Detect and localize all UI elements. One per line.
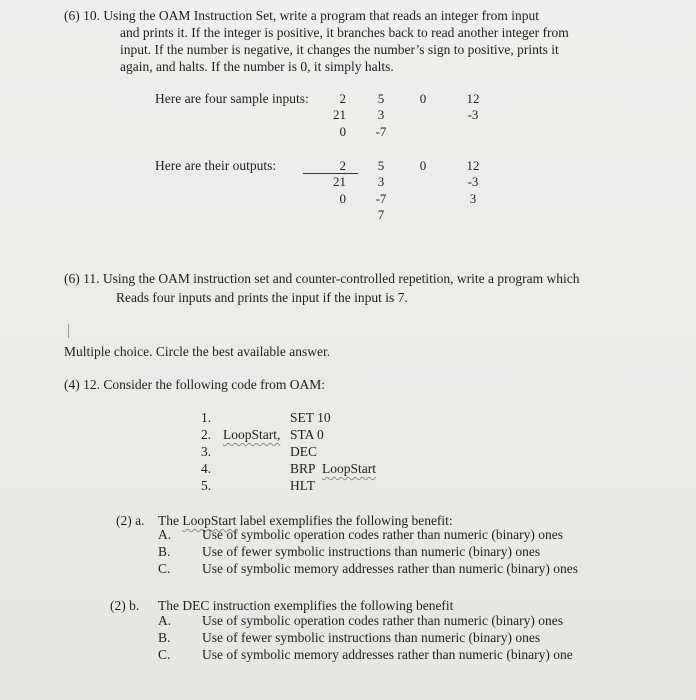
part-b-stem: The DEC instruction exemplifies the following benefit [158,598,454,613]
code-instruction: BRP [290,461,316,476]
inputs-label: Here are four sample inputs: [155,91,309,106]
option-text: Use of symbolic memory addresses rather than numeric (binary) one [202,647,573,662]
code-line-number: 4. [201,461,212,476]
input-value: -7 [375,124,387,139]
code-line-number: 5. [201,478,212,493]
output-value: 3 [377,174,385,189]
input-value: 3 [377,107,385,122]
part-a-stem: The LoopStart label exemplifies the following benefit: [158,513,453,528]
q11-line-1: (6) 11. Using the OAM instruction set and counter-controlled repetition, write a program which [64,271,580,286]
input-value: 2 [339,91,346,106]
input-value: 5 [377,91,385,106]
option-letter: B. [158,630,171,645]
part-b-prefix: (2) b. [110,598,140,613]
code-instruction: SET 10 [290,410,331,425]
code-line-number: 2. [201,427,212,442]
code-line-number: 1. [201,410,212,425]
output-value: 7 [377,207,385,222]
code-instruction: STA 0 [290,427,324,442]
output-value: 5 [377,158,385,173]
option-letter: A. [158,527,172,542]
option-letter: B. [158,544,171,559]
q12-intro: (4) 12. Consider the following code from OAM: [64,377,325,392]
option-letter: A. [158,613,172,628]
output-value: 3 [469,191,477,206]
option-text: Use of symbolic memory addresses rather than numeric (binary) ones [202,561,579,576]
outputs-label: Here are their outputs: [155,158,277,173]
code-argument: LoopStart [322,461,376,476]
output-value: 12 [466,158,480,173]
option-letter: C. [158,647,171,662]
option-letter: C. [158,561,171,576]
output-value: -3 [467,174,479,189]
option-text: Use of fewer symbolic instructions than numeric (binary) ones [202,544,541,559]
code-instruction: DEC [290,444,317,459]
output-value: 0 [339,191,346,206]
input-value: -3 [467,107,479,122]
code-line-number: 3. [201,444,212,459]
q11-line-2: Reads four inputs and prints the input if the input is 7. [116,290,408,305]
q10-line-4: again, and halts. If the number is 0, it simply halts. [120,59,394,74]
q10-line-2: and prints it. If the integer is positive, it branches back to read another integer from [120,25,569,40]
q10-line-1: (6) 10. Using the OAM Instruction Set, write a program that reads an integer from input [64,8,540,23]
code-instruction: HLT [290,478,316,493]
input-value: 0 [419,91,427,106]
output-value: 2 [339,158,346,173]
part-a-prefix: (2) a. [116,513,145,528]
option-text: Use of symbolic operation codes rather than numeric (binary) ones [202,527,564,542]
output-value: -7 [375,191,387,206]
input-value: 0 [339,124,346,139]
input-value: 12 [466,91,480,106]
text-cursor [68,324,69,338]
output-value: 21 [333,174,346,189]
mc-heading: Multiple choice. Circle the best available answer. [64,344,331,359]
option-text: Use of symbolic operation codes rather than numeric (binary) ones [202,613,564,628]
input-value: 21 [333,107,346,122]
code-label: LoopStart, [223,427,281,442]
q10-line-3: input. If the number is negative, it changes the number’s sign to positive, prints it [120,42,559,57]
output-value: 0 [419,158,427,173]
option-text: Use of fewer symbolic instructions than numeric (binary) ones [202,630,541,645]
